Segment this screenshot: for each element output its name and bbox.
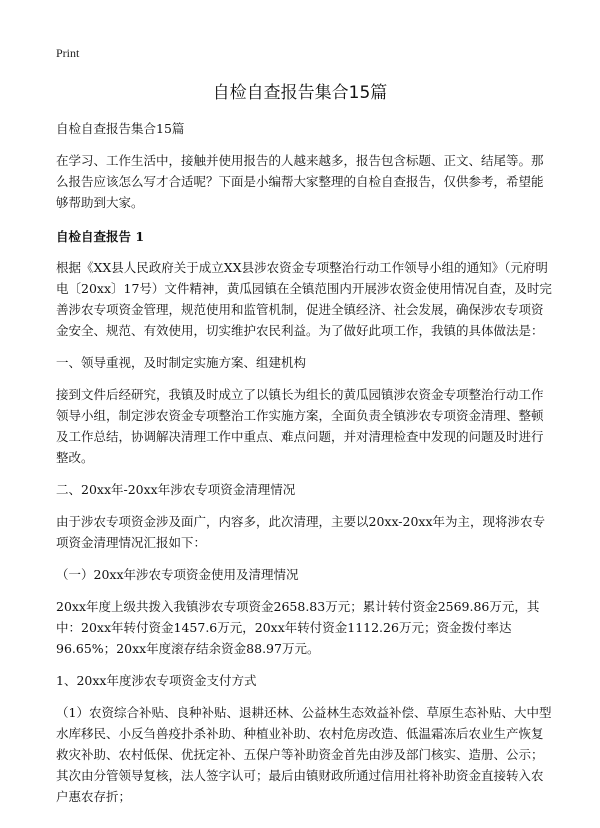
section-heading: 自检自查报告 1 — [56, 229, 145, 244]
subheading-1: 一、领导重视，及时制定实施方案、组建机构 — [56, 355, 307, 370]
print-label[interactable]: Print — [56, 46, 80, 60]
document-body — [56, 118, 552, 807]
page-title: 自检自查报告集合15篇 — [212, 83, 388, 103]
intro-paragraph: 在学习、工作生活中，接触并使用报告的人越来越多，报告包含标题、正文、结尾等。那么报告应该怎么写才合适呢？下面是小编帮大家整理的自检自查报告，仅供参考，希望能够帮助到大家。 — [56, 153, 544, 210]
paragraph-3: 由于涉农专项资金涉及面广，内容多，此次清理，主要以20xx-20xx年为主，现将涉农专项资金清理情况汇报如下： — [56, 514, 546, 550]
document-subtitle: 自检自查报告集合15篇 — [56, 121, 185, 136]
paragraph-1: 根据《XX县人民政府关于成立XX县涉农资金专项整治行动工作领导小组的通知》（元府明电〔20xx〕17号）文件精神，黄瓜园镇在全镇范围内开展涉农资金使用情况自查，及时完善涉农专项资金管理，规范使用和监管机制，促进全镇经济、社会发展，确保涉农专项资金安全、规范、有效使用，切实维护农民利益。为了做好此项工作，我镇的具体做法是： — [56, 260, 552, 338]
paragraph-5: （1）农资综合补贴、良种补贴、退耕还林、公益林生态效益补偿、草原生态补贴、大中型水库移民、小反刍兽疫扑杀补助、种植业补助、农村危房改造、低温霜冻后农业生产恢复救灾补助、农村低保、优抚定补、五保户等补助资金首先由涉及部门核实、造册、公示；其次由分管领导复核，法人签字认可；最后由镇财政所通过信用社将补助资金直接转入农户惠农存折； — [56, 705, 552, 804]
paragraph-4: 20xx年度上级共拨入我镇涉农专项资金2658.83万元；累计转付资金2569.86万元，其中：20xx年转付资金1457.6万元，20xx年转付资金1112.26万元；资金拨付率达96.65%；20xx年度滚存结余资金88.97万元。 — [56, 599, 540, 656]
subheading-3: （一）20xx年涉农专项资金使用及清理情况 — [56, 567, 299, 582]
paragraph-2: 接到文件后经研究，我镇及时成立了以镇长为组长的黄瓜园镇涉农资金专项整治行动工作领导小组，制定涉农资金专项整治工作实施方案，全面负责全镇涉农专项资金清理、整顿及工作总结，协调解决清理工作中重点、难点问题，并对清理检查中发现的问题及时进行整改。 — [56, 387, 544, 465]
subheading-4: 1、20xx年度涉农专项资金支付方式 — [56, 673, 257, 688]
subheading-2: 二、20xx年-20xx年涉农专项资金清理情况 — [56, 482, 296, 497]
